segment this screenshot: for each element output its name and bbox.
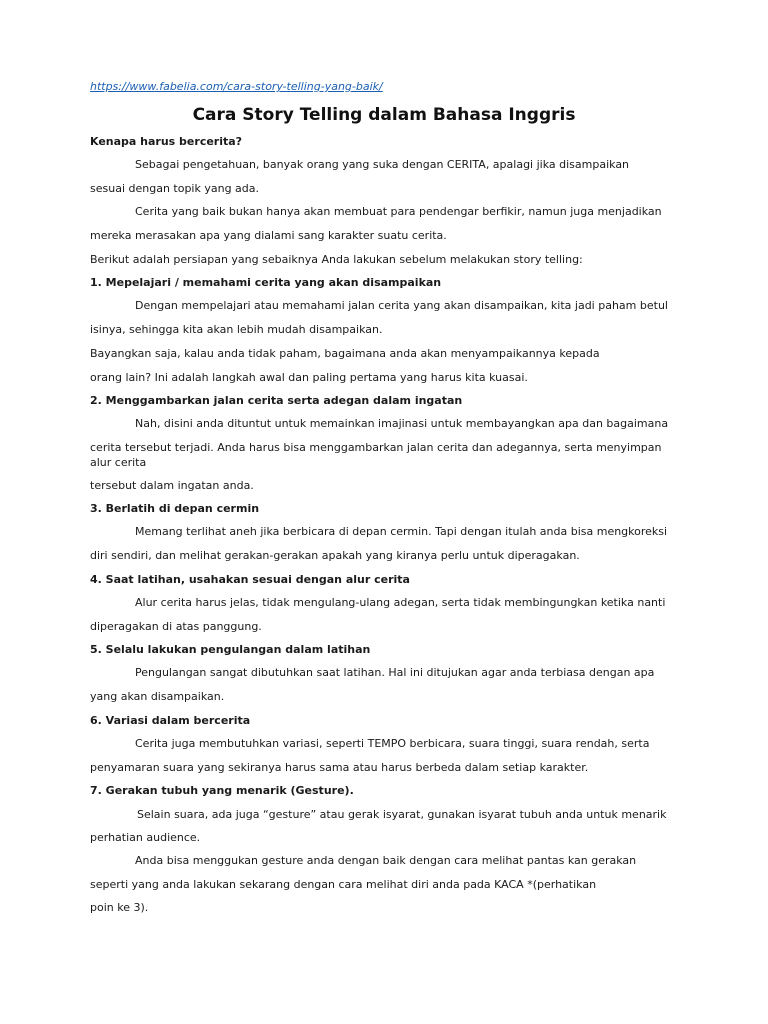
paragraph-line: penyamaran suara yang sekiranya harus sama atau harus berbeda dalam setiap karakter. <box>90 761 589 774</box>
paragraph-line: orang lain? Ini adalah langkah awal dan paling pertama yang harus kita kuasai. <box>90 371 528 384</box>
paragraph-line: Selain suara, ada juga “gesture” atau gerak isyarat, gunakan isyarat tubuh anda untuk menarik <box>137 808 667 821</box>
heading-step-3: 3. Berlatih di depan cermin <box>90 502 260 515</box>
paragraph-line: alur cerita <box>90 456 147 469</box>
heading-step-1: 1. Mepelajari / memahami cerita yang akan disampaikan <box>90 276 442 289</box>
paragraph-line: diri sendiri, dan melihat gerakan-gerakan apakah yang kiranya perlu untuk diperagakan. <box>90 549 580 562</box>
paragraph-line: Pengulangan sangat dibutuhkan saat latihan. Hal ini ditujukan agar anda terbiasa dengan apa <box>135 666 655 679</box>
heading-step-7: 7. Gerakan tubuh yang menarik (Gesture). <box>90 784 354 797</box>
paragraph-line: Cerita yang baik bukan hanya akan membuat para pendengar berfikir, namun juga menjadikan <box>135 205 662 218</box>
paragraph-line: seperti yang anda lakukan sekarang dengan cara melihat diri anda pada KACA *(perhatikan <box>90 878 597 891</box>
heading-step-2: 2. Menggambarkan jalan cerita serta adegan dalam ingatan <box>90 394 463 407</box>
paragraph-line: poin ke 3). <box>90 901 149 914</box>
paragraph-line: Nah, disini anda dituntut untuk memainkan imajinasi untuk membayangkan apa dan bagaimana <box>135 417 669 430</box>
heading-step-5: 5. Selalu lakukan pengulangan dalam latihan <box>90 643 371 656</box>
source-link-line <box>90 80 383 94</box>
heading-step-6: 6. Variasi dalam bercerita <box>90 714 251 727</box>
paragraph-line: diperagakan di atas panggung. <box>90 620 262 633</box>
paragraph-line: Alur cerita harus jelas, tidak mengulang-ulang adegan, serta tidak membingungkan ketika nanti <box>135 596 666 609</box>
paragraph-line: perhatian audience. <box>90 831 201 844</box>
paragraph-line: Memang terlihat aneh jika berbicara di depan cermin. Tapi dengan itulah anda bisa mengkoreksi <box>135 525 668 538</box>
paragraph-line: cerita tersebut terjadi. Anda harus bisa menggambarkan jalan cerita dan adegannya, serta menyimpan <box>90 441 662 454</box>
paragraph-line: isinya, sehingga kita akan lebih mudah disampaikan. <box>90 323 383 336</box>
paragraph-line: Cerita juga membutuhkan variasi, seperti TEMPO berbicara, suara tinggi, suara rendah, serta <box>135 737 650 750</box>
paragraph-line: Dengan mempelajari atau memahami jalan cerita yang akan disampaikan, kita jadi paham betul <box>135 299 668 312</box>
paragraph-line: Anda bisa menggukan gesture anda dengan baik dengan cara melihat pantas kan gerakan <box>135 854 637 867</box>
document-title: Cara Story Telling dalam Bahasa Inggris <box>192 105 576 125</box>
paragraph-line: tersebut dalam ingatan anda. <box>90 479 254 492</box>
heading-step-4: 4. Saat latihan, usahakan sesuai dengan alur cerita <box>90 573 410 586</box>
paragraph-line: Sebagai pengetahuan, banyak orang yang suka dengan CERITA, apalagi jika disampaikan <box>135 158 630 171</box>
paragraph-line: Bayangkan saja, kalau anda tidak paham, bagaimana anda akan menyampaikannya kepada <box>90 347 600 360</box>
paragraph-line: yang akan disampaikan. <box>90 690 225 703</box>
paragraph-line: sesuai dengan topik yang ada. <box>90 182 260 195</box>
paragraph-line: Berikut adalah persiapan yang sebaiknya Anda lakukan sebelum melakukan story telling: <box>90 253 583 266</box>
paragraph-line: mereka merasakan apa yang dialami sang karakter suatu cerita. <box>90 229 447 242</box>
source-link[interactable]: https://www.fabelia.com/cara-story-telling-yang-baik/ <box>90 80 383 93</box>
heading-intro: Kenapa harus bercerita? <box>90 135 243 148</box>
